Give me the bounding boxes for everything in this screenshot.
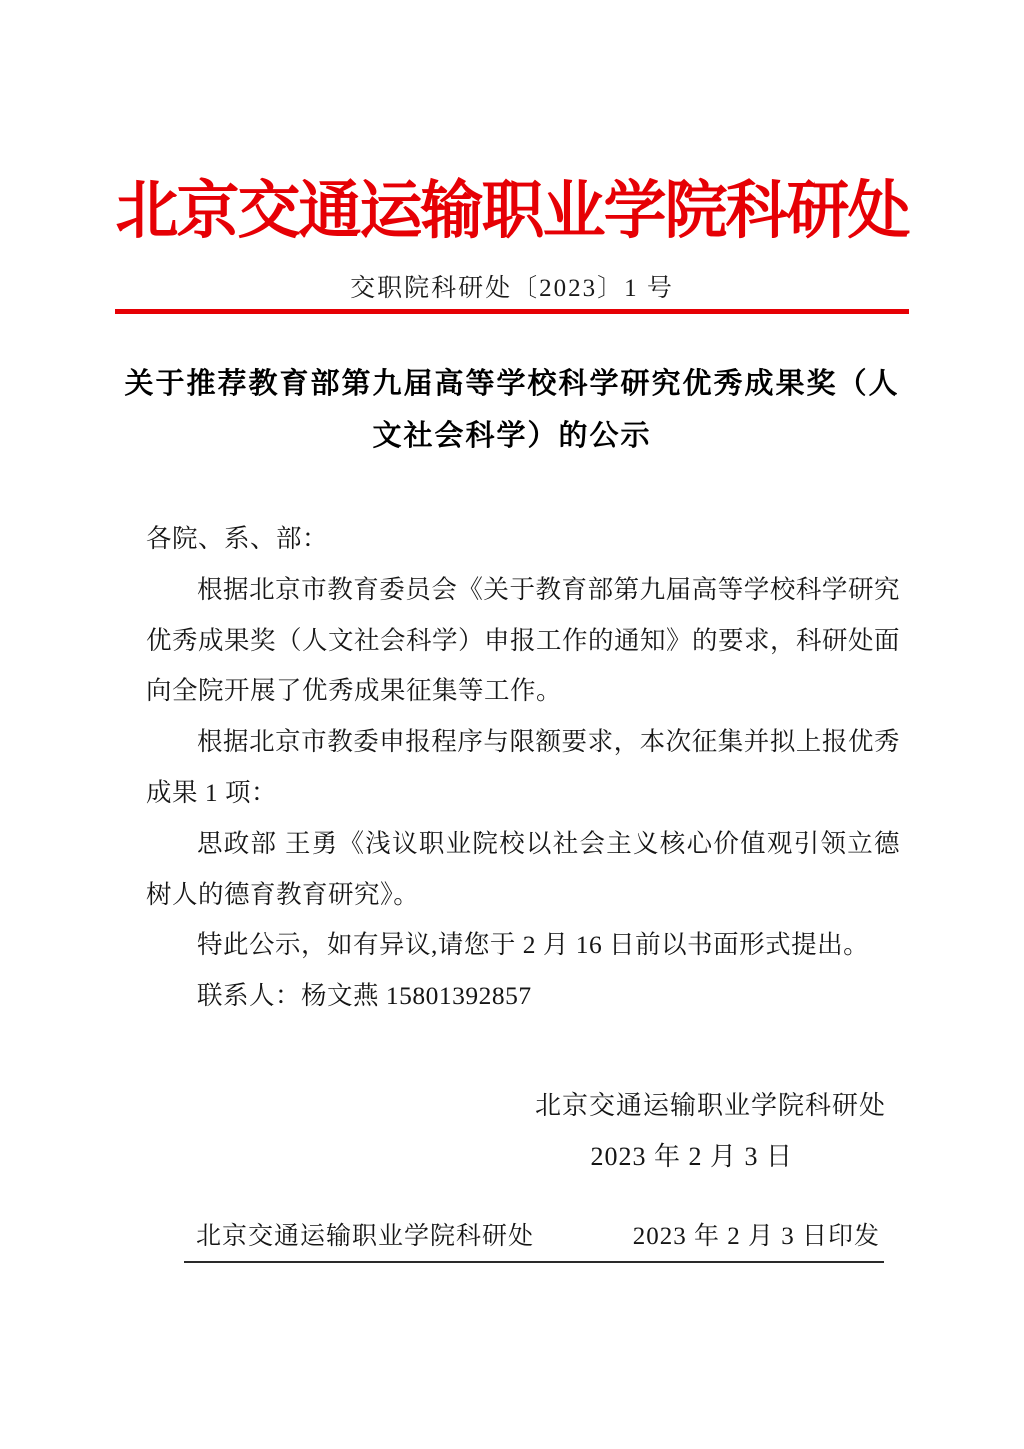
signature-org: 北京交通运输职业学院科研处 — [534, 1091, 886, 1120]
letterhead-org-title: 北京交通运输职业学院科研处 — [115, 176, 909, 246]
body-paragraph-2: 根据北京市教委申报程序与限额要求，本次征集并拟上报优秀成果 1 项： — [146, 727, 900, 807]
document-body — [146, 514, 900, 1022]
salutation: 各院、系、部： — [146, 524, 329, 553]
footer-print-date: 2023 年 2 月 3 日印发 — [632, 1223, 880, 1250]
document-title: 关于推荐教育部第九届高等学校科学研究优秀成果奖（人文社会科学）的公示 — [124, 368, 900, 452]
document-number: 交职院科研处〔2023〕1 号 — [350, 275, 674, 302]
body-paragraph-1: 根据北京市教育委员会《关于教育部第九届高等学校科学研究优秀成果奖（人文社会科学）申报工作的通知》的要求，科研处面向全院开展了优秀成果征集等工作。 — [146, 574, 901, 706]
footer-issue-line — [184, 1216, 884, 1263]
signature-date: 2023 年 2 月 3 日 — [590, 1142, 793, 1171]
footer-issuer: 北京交通运输职业学院科研处 — [196, 1223, 535, 1250]
red-divider-line — [115, 309, 909, 314]
contact-line: 联系人：杨文燕 15801392857 — [197, 981, 532, 1011]
body-paragraph-4: 特此公示，如有异议,请您于 2 月 16 日前以书面形式提出。 — [197, 930, 870, 960]
body-paragraph-3: 思政部 王勇《浅议职业院校以社会主义核心价值观引领立德树人的德育教育研究》。 — [146, 828, 900, 909]
